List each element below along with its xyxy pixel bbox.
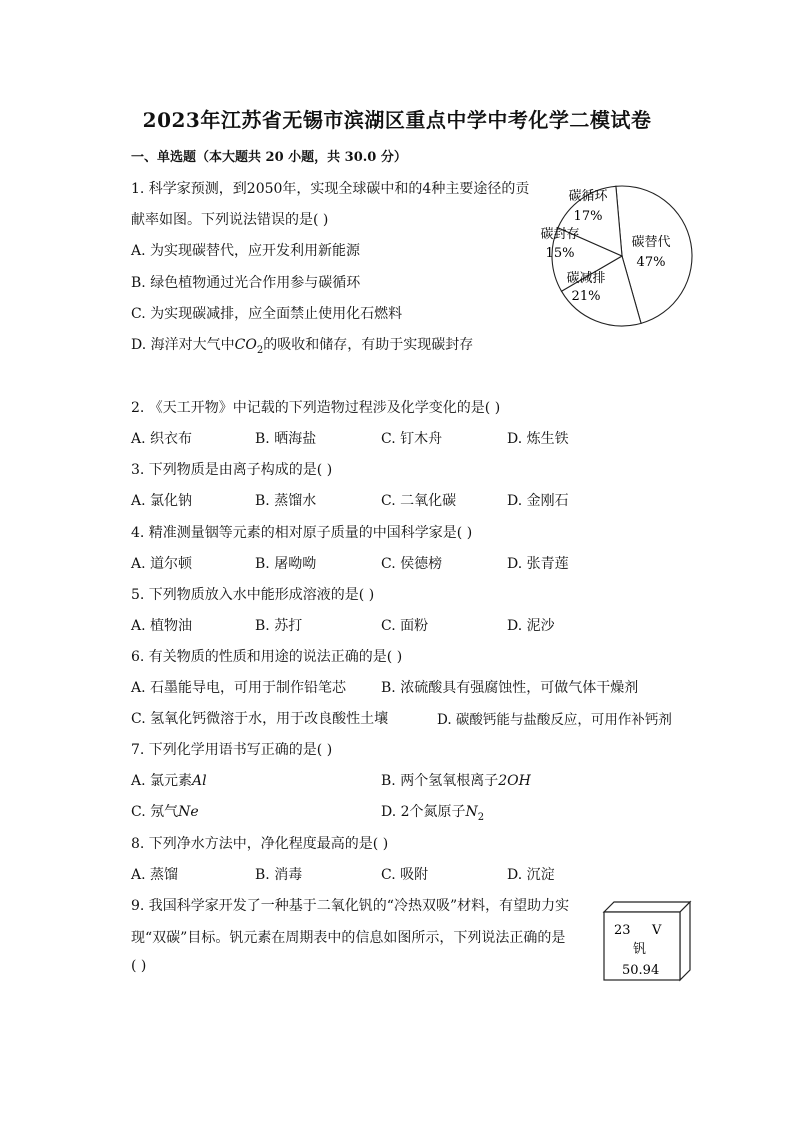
q2-option-b: B. 晒海盐 [255, 431, 317, 447]
q7-option-c-formula: Ne [178, 804, 199, 820]
q6-option-a: A. 石墨能导电，可用于制作铅笔芯 [131, 680, 347, 696]
q4-option-a: A. 道尔顿 [131, 556, 193, 572]
q8-option-d: D. 沉淀 [507, 867, 555, 883]
q6-option-d: D. 碳酸钙能与盐酸反应，可用作补钙剂 [437, 712, 672, 728]
q9-stem-line2: 现“双碳”目标。钒元素在周期表中的信息如图所示，下列说法正确的是 [131, 930, 566, 946]
q3-option-c: C. 二氧化碳 [381, 493, 457, 509]
q9-stem-line3: ( ) [131, 958, 147, 974]
q5-stem: 5. 下列物质放入水中能形成溶液的是( ) [131, 587, 375, 603]
q4-option-b: B. 屠呦呦 [255, 556, 317, 572]
q2-stem: 2. 《天工开物》中记载的下列造物过程涉及化学变化的是( ) [131, 400, 501, 416]
q7-option-d-sub: 2 [477, 811, 485, 823]
element-symbol: V [652, 923, 662, 938]
pie-label-value-2: 21% [571, 289, 601, 304]
q7-option-a-formula: Al [192, 773, 207, 789]
q5-option-c: C. 面粉 [381, 618, 429, 634]
element-number: 23 [614, 923, 631, 938]
q3-option-a: A. 氯化钠 [131, 493, 193, 509]
q5-option-a: A. 植物油 [131, 618, 193, 634]
pie-label-value-3: 15% [545, 246, 575, 261]
q2-option-a: A. 织衣布 [131, 431, 193, 447]
q7-option-b [381, 770, 531, 790]
q4-option-c: C. 侯德榜 [381, 556, 443, 572]
q6-stem: 6. 有关物质的性质和用途的说法正确的是( ) [131, 649, 403, 665]
q1-option-a: A. 为实现碳替代，应开发利用新能源 [131, 243, 361, 259]
pie-label-value-1: 47% [636, 255, 666, 270]
q1-option-d [131, 334, 473, 356]
q7-option-d [381, 801, 484, 823]
element-mass: 50.94 [622, 963, 660, 978]
q1-option-d-formula: CO [234, 337, 257, 353]
q1-option-d-sub: 2 [256, 344, 264, 356]
page-title: 2023年江苏省无锡市滨湖区重点中学中考化学二模试卷 [142, 108, 652, 132]
q8-stem: 8. 下列净水方法中，净化程度最高的是( ) [131, 836, 389, 852]
q2-option-c: C. 钉木舟 [381, 431, 443, 447]
pie-label-value-4: 17% [573, 209, 603, 224]
q8-option-c: C. 吸附 [381, 867, 429, 883]
section-heading: 一、单选题（本大题共 20 小题，共 30.0 分） [131, 150, 407, 165]
q3-stem: 3. 下列物质是由离子构成的是( ) [131, 462, 333, 478]
pie-label-name-2: 碳减排 [566, 271, 606, 286]
q9-stem-line1: 9. 我国科学家开发了一种基于二氧化钒的“冷热双吸”材料，有望助力实 [131, 898, 570, 914]
pie-label-name-3: 碳封存 [540, 227, 580, 242]
pie-label-name-4: 碳循环 [568, 189, 608, 204]
q5-option-d: D. 泥沙 [507, 618, 555, 634]
pie-label-name-1: 碳替代 [631, 235, 671, 250]
contribution-pie-chart [534, 180, 714, 336]
q1-option-d-post: 的吸收和储存，有助于实现碳封存 [263, 337, 474, 353]
q1-option-b: B. 绿色植物通过光合作用参与碳循环 [131, 275, 361, 291]
q7-option-b-text: B. 两个氢氧根离子 [381, 773, 499, 789]
q4-stem: 4. 精准测量铟等元素的相对原子质量的中国科学家是( ) [131, 525, 473, 541]
q7-option-a [131, 770, 207, 790]
q1-stem-line2: 献率如图。下列说法错误的是( ) [131, 212, 329, 228]
q7-option-c-text: C. 氖气 [131, 804, 179, 820]
vanadium-element-card [600, 898, 692, 982]
q8-option-a: A. 蒸馏 [131, 867, 179, 883]
q7-option-c [131, 801, 199, 821]
q2-option-d: D. 炼生铁 [507, 431, 569, 447]
q1-option-d-pre: D. 海洋对大气中 [131, 337, 235, 353]
q7-option-d-text: D. 2个氮原子 [381, 804, 466, 820]
q7-stem: 7. 下列化学用语书写正确的是( ) [131, 742, 333, 758]
q6-option-c: C. 氢氧化钙微溶于水，用于改良酸性土壤 [131, 711, 389, 727]
q3-option-d: D. 金刚石 [507, 493, 569, 509]
element-name: 钒 [633, 942, 647, 957]
q5-option-b: B. 苏打 [255, 618, 303, 634]
q1-option-c: C. 为实现碳减排，应全面禁止使用化石燃料 [131, 306, 403, 322]
q6-option-b: B. 浓硫酸具有强腐蚀性，可做气体干燥剂 [381, 680, 639, 696]
q8-option-b: B. 消毒 [255, 867, 303, 883]
q7-option-a-text: A. 氯元素 [131, 773, 193, 789]
q1-stem-line1: 1. 科学家预测，到2050年，实现全球碳中和的4种主要途径的贡 [131, 181, 530, 197]
q7-option-b-formula: 2OH [498, 773, 531, 789]
q3-option-b: B. 蒸馏水 [255, 493, 317, 509]
q7-option-d-formula: N [465, 804, 478, 820]
q4-option-d: D. 张青莲 [507, 556, 569, 572]
